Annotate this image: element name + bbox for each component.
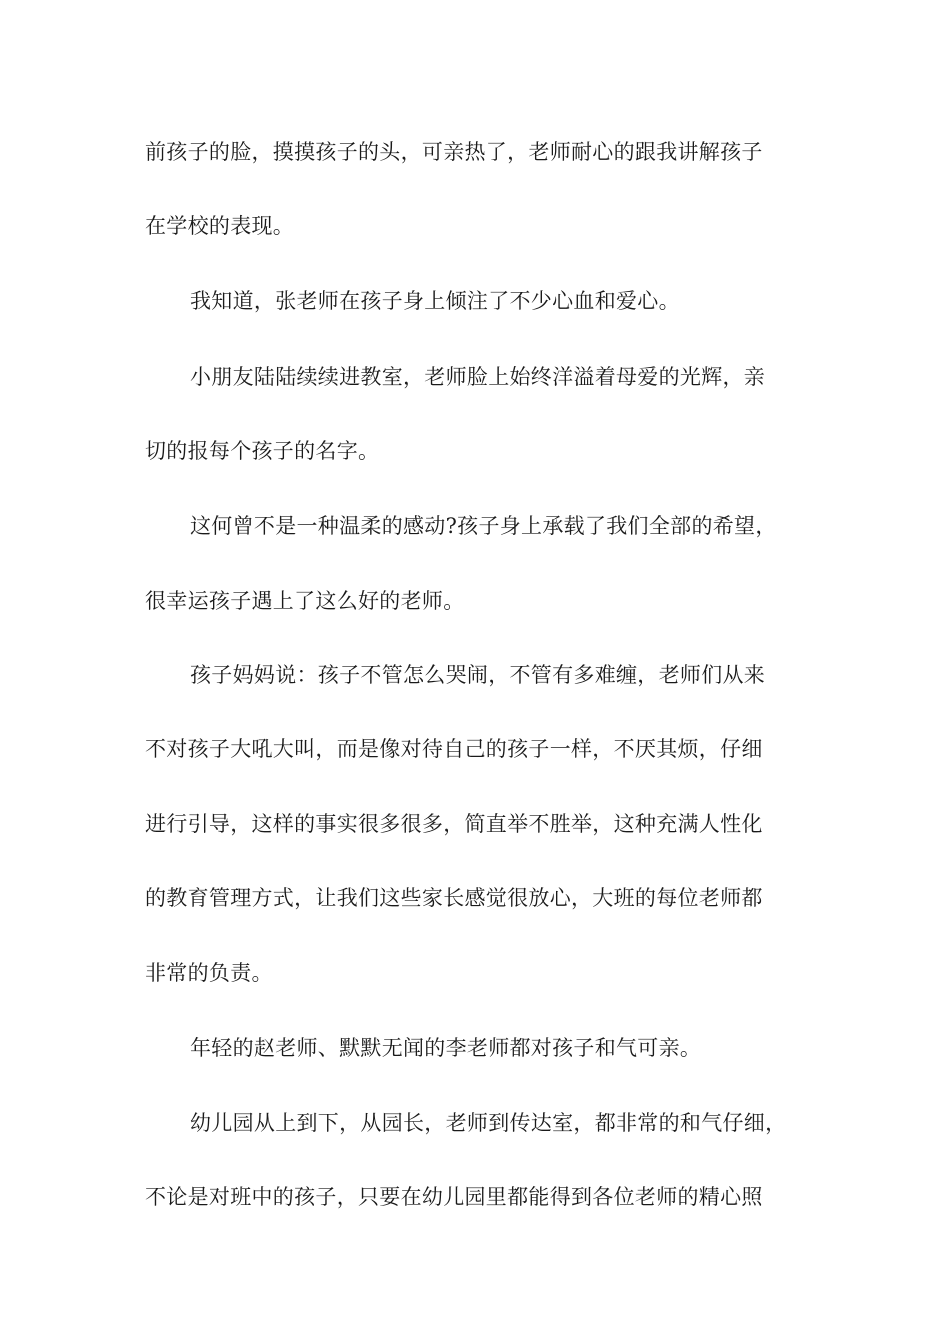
text-line: 前孩子的脸，摸摸孩子的头，可亲热了，老师耐心的跟我讲解孩子 xyxy=(145,140,763,164)
text-line: 不论是对班中的孩子，只要在幼儿园里都能得到各位老师的精心照 xyxy=(145,1185,763,1209)
text-line: 在学校的表现。 xyxy=(145,214,295,238)
text-line: 很幸运孩子遇上了这么好的老师。 xyxy=(145,589,465,613)
text-line: 切的报每个孩子的名字。 xyxy=(145,439,380,463)
paragraph-start-line: 年轻的赵老师、默默无闻的李老师都对孩子和气可亲。 xyxy=(190,1036,702,1060)
text-line: 不对孩子大吼大叫，而是像对待自己的孩子一样，不厌其烦，仔细 xyxy=(145,737,763,761)
paragraph-start-line: 幼儿园从上到下，从园长，老师到传达室，都非常的和气仔细， xyxy=(190,1111,787,1135)
paragraph-start-line: 这何曾不是一种温柔的感动?孩子身上承载了我们全部的希望， xyxy=(190,514,777,538)
paragraph-start-line: 孩子妈妈说：孩子不管怎么哭闹，不管有多难缠，老师们从来 xyxy=(190,663,766,687)
paragraph-start-line: 我知道，张老师在孩子身上倾注了不少心血和爱心。 xyxy=(190,289,680,313)
text-line: 的教育管理方式，让我们这些家长感觉很放心，大班的每位老师都 xyxy=(145,886,763,910)
paragraph-start-line: 小朋友陆陆续续进教室，老师脸上始终洋溢着母爱的光辉，亲 xyxy=(190,365,766,389)
text-line: 非常的负责。 xyxy=(145,961,273,985)
text-line: 进行引导，这样的事实很多很多，简直举不胜举，这种充满人性化 xyxy=(145,812,763,836)
